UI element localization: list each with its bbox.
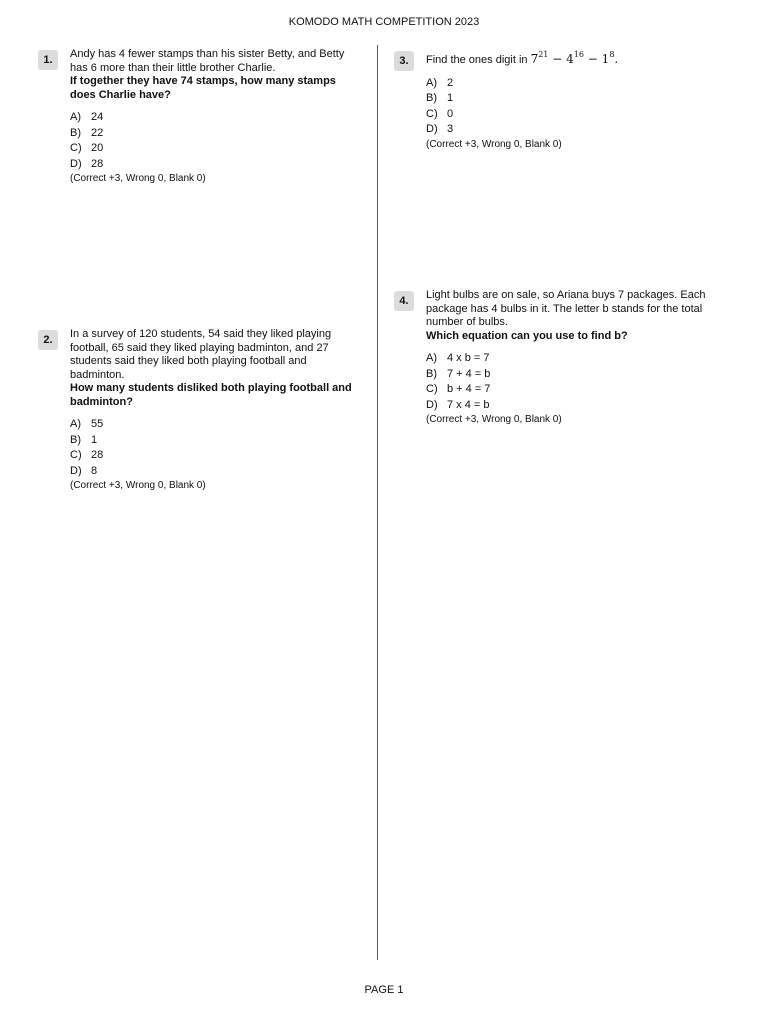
option-value: 20: [91, 142, 104, 155]
option-c[interactable]: [426, 382, 718, 398]
option-letter: A): [426, 352, 437, 364]
option-c[interactable]: [426, 107, 718, 123]
option-value: 1: [447, 92, 454, 105]
option-d[interactable]: [70, 464, 362, 480]
answer-options: [70, 417, 362, 479]
option-value: 2: [447, 76, 454, 89]
question-text: [426, 289, 718, 343]
option-letter: A): [70, 418, 81, 430]
option-a[interactable]: [70, 110, 362, 126]
option-c[interactable]: [70, 448, 362, 464]
page-header: KOMODO MATH COMPETITION 2023: [288, 16, 480, 28]
option-d[interactable]: [426, 398, 718, 414]
question-text: [70, 328, 362, 409]
option-value: 28: [91, 157, 104, 170]
option-value: 7 + 4 = b: [447, 367, 491, 380]
question-text: [70, 48, 362, 102]
question-stem: Find the ones digit in: [426, 54, 528, 66]
option-b[interactable]: [426, 367, 718, 383]
page-footer: PAGE 1: [364, 984, 404, 996]
scoring-note: (Correct +3, Wrong 0, Blank 0): [70, 173, 206, 185]
question-number-badge: 1.: [38, 50, 58, 70]
scoring-note: (Correct +3, Wrong 0, Blank 0): [426, 138, 562, 150]
option-letter: A): [426, 76, 437, 89]
option-letter: C): [70, 142, 82, 155]
option-letter: D): [70, 464, 82, 477]
option-letter: B): [70, 126, 81, 139]
question-stem: In a survey of 120 students, 54 said they liked playing football, 65 said they liked playing badminton, and 27 students said they liked both playing football and badminton.: [70, 328, 332, 381]
question-stem: Light bulbs are on sale, so Ariana buys 7 packages. Each package has 4 bulbs in it. The letter b stands for the total number of bulbs.: [426, 289, 706, 328]
option-value: 4 x b = 7: [447, 352, 490, 364]
math-expression: $7^{21} - 4^{16} - 1^8$.: [530, 50, 619, 66]
option-letter: A): [70, 111, 81, 123]
answer-options: [70, 110, 362, 172]
option-letter: C): [426, 107, 438, 120]
question-text: [426, 49, 718, 68]
question-prompt: How many students disliked both playing football and badminton?: [70, 382, 352, 408]
question-number-badge: 3.: [394, 51, 414, 71]
option-b[interactable]: [70, 433, 362, 449]
option-letter: C): [426, 383, 438, 396]
option-letter: D): [426, 123, 438, 136]
option-c[interactable]: [70, 141, 362, 157]
option-d[interactable]: [426, 122, 718, 138]
option-value: 7 x 4 = b: [447, 398, 490, 411]
option-value: 55: [91, 418, 104, 430]
option-value: b + 4 = 7: [447, 383, 491, 396]
option-letter: B): [426, 92, 437, 105]
option-letter: B): [426, 367, 437, 380]
answer-options: [426, 76, 718, 138]
column-divider: [377, 45, 378, 960]
question-number-badge: 4.: [394, 291, 414, 311]
question-number-badge: 2.: [38, 330, 58, 350]
question-prompt: If together they have 74 stamps, how many stamps does Charlie have?: [70, 75, 336, 101]
option-letter: C): [70, 449, 82, 462]
option-letter: D): [426, 398, 438, 411]
question-stem: Andy has 4 fewer stamps than his sister Betty, and Betty has 6 more than their little brother Charlie.: [70, 48, 345, 74]
option-value: 1: [91, 433, 98, 446]
scoring-note: (Correct +3, Wrong 0, Blank 0): [70, 480, 206, 492]
question-prompt: Which equation can you use to find b?: [426, 329, 628, 342]
option-d[interactable]: [70, 157, 362, 173]
option-b[interactable]: [70, 126, 362, 142]
option-letter: B): [70, 433, 81, 446]
option-value: 28: [91, 449, 104, 462]
option-a[interactable]: [426, 76, 718, 92]
option-value: 8: [91, 464, 98, 477]
option-value: 3: [447, 123, 454, 136]
option-letter: D): [70, 157, 82, 170]
answer-options: [426, 351, 718, 413]
option-b[interactable]: [426, 91, 718, 107]
option-a[interactable]: [70, 417, 362, 433]
option-value: 0: [447, 107, 454, 120]
option-value: 22: [91, 126, 104, 139]
scoring-note: (Correct +3, Wrong 0, Blank 0): [426, 414, 562, 426]
option-a[interactable]: [426, 351, 718, 367]
option-value: 24: [91, 111, 104, 123]
